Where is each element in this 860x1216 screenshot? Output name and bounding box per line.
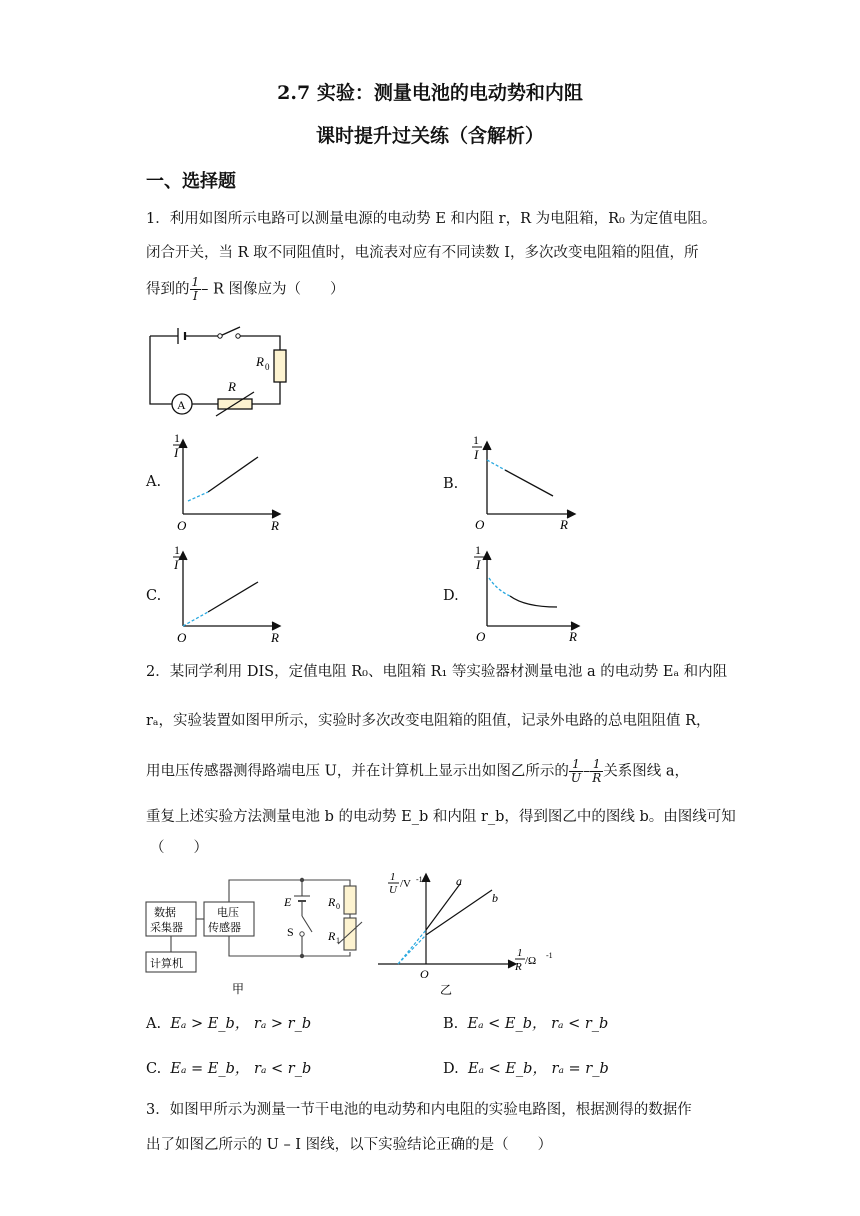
svg-text:R: R xyxy=(271,518,279,532)
q3-line2: 出了如图乙所示的 U – I 图线，以下实验结论正确的是（ ） xyxy=(146,1137,553,1153)
svg-text:-1: -1 xyxy=(416,875,423,884)
svg-text:计算机: 计算机 xyxy=(150,958,183,970)
svg-text:R: R xyxy=(560,517,568,532)
switch-s xyxy=(302,916,312,932)
svg-text:电压: 电压 xyxy=(217,907,239,919)
svg-text:I: I xyxy=(476,557,481,572)
svg-text:R: R xyxy=(328,895,336,909)
q3-line1: 3．如图甲所示为测量一节干电池的电动势和内电阻的实验电路图，根据测得的数据作 xyxy=(146,1102,692,1118)
svg-text:数据: 数据 xyxy=(154,907,176,919)
svg-text:A: A xyxy=(177,398,186,412)
q2-line2: rₐ，实验装置如图甲所示，实验时多次改变电阻箱的阻值，记录外电路的总电阻阻值 R， xyxy=(146,713,711,729)
graph-d-extrapolation xyxy=(489,578,510,596)
svg-text:1: 1 xyxy=(517,947,523,959)
svg-text:1: 1 xyxy=(473,433,479,447)
svg-text:乙: 乙 xyxy=(440,983,453,997)
svg-text:U: U xyxy=(389,884,397,896)
svg-text:甲: 甲 xyxy=(232,982,245,996)
q2-figure-yi xyxy=(374,866,564,1000)
graph-b-extrapolation xyxy=(487,460,505,470)
svg-text:1: 1 xyxy=(174,543,180,557)
graph-c-extrapolation xyxy=(183,612,208,626)
graph-a-line xyxy=(208,457,258,492)
q1-option-c-label[interactable]: C. xyxy=(146,588,162,604)
svg-text:a: a xyxy=(456,874,462,888)
q2-option-d[interactable]: D. Eₐ < E_b， rₐ = r_b xyxy=(443,1061,609,1077)
jia-resistor-r1 xyxy=(344,918,356,950)
graph-b-line xyxy=(505,470,553,496)
q2-figure-jia xyxy=(140,872,370,1000)
yi-extrapolation xyxy=(398,930,426,964)
svg-text:1: 1 xyxy=(336,936,340,945)
q1-line3: 得到的 $\frac{1}{I}$ – R 图像应为（ ） xyxy=(146,275,345,303)
svg-text:/Ω: /Ω xyxy=(525,955,537,967)
svg-text:E: E xyxy=(284,895,292,909)
section-title: 一、选择题 xyxy=(146,171,236,192)
q1-option-d-graph[interactable] xyxy=(465,540,590,644)
svg-text:1: 1 xyxy=(475,543,481,557)
q1-option-b-label[interactable]: B. xyxy=(443,476,459,492)
svg-text:1: 1 xyxy=(390,871,396,883)
graph-d-curve xyxy=(510,596,557,607)
q1-option-b-graph[interactable] xyxy=(465,432,585,532)
q1-line2: 闭合开关，当 R 取不同阻值时，电流表对应有不同读数 I，多次改变电阻箱的阻值，所 xyxy=(146,245,699,261)
graph-c-line xyxy=(208,582,258,612)
graph-a-extrapolation xyxy=(188,492,208,501)
q1-option-a-graph[interactable] xyxy=(168,428,288,532)
jia-resistor-r0 xyxy=(344,886,356,914)
svg-text:R: R xyxy=(228,379,236,394)
q2-line4: 重复上述实验方法测量电池 b 的电动势 E_b 和内阻 r_b，得到图乙中的图线 b。由图线可知 xyxy=(146,809,736,825)
q1-fraction: $\frac{1}{I}$ xyxy=(191,275,200,303)
svg-text:R: R xyxy=(515,961,522,973)
svg-text:I: I xyxy=(174,445,179,460)
svg-text:-1: -1 xyxy=(546,951,553,960)
svg-text:R: R xyxy=(256,354,264,369)
svg-text:R: R xyxy=(569,629,577,644)
q2-line3: 用电压传感器测得路端电压 U，并在计算机上显示出如图乙所示的 $\frac{1}{U}$ – $\frac{1}{R}$ 关系图线 a， xyxy=(146,757,690,785)
q2-option-c[interactable]: C. Eₐ = E_b， rₐ < r_b xyxy=(146,1061,312,1077)
q2-option-a[interactable]: A. Eₐ > E_b， rₐ > r_b xyxy=(146,1016,312,1032)
svg-text:I: I xyxy=(474,447,479,462)
svg-text:O: O xyxy=(177,630,187,644)
q2-option-b[interactable]: B. Eₐ < E_b， rₐ < r_b xyxy=(443,1016,609,1032)
svg-text:1: 1 xyxy=(174,431,180,445)
q1-line1: 1．利用如图所示电路可以测量电源的电动势 E 和内阻 r，R 为电阻箱，R₀ 为定值电阻。 xyxy=(146,211,717,227)
q1-option-d-label[interactable]: D. xyxy=(443,588,459,604)
svg-text:O: O xyxy=(420,967,429,981)
q2-line5: （ ） xyxy=(150,840,208,856)
svg-text:I: I xyxy=(174,557,179,572)
svg-text:0: 0 xyxy=(336,902,340,911)
line-b xyxy=(426,890,492,935)
svg-text:O: O xyxy=(475,517,485,532)
q2-line1: 2．某同学利用 DIS，定值电阻 R₀、电阻箱 R₁ 等实验器材测量电池 a 的电动势 Eₐ 和内阻 xyxy=(146,664,728,680)
resistor-r0 xyxy=(274,350,286,382)
svg-text:R: R xyxy=(271,630,279,644)
svg-text:0: 0 xyxy=(265,362,270,372)
page-subtitle: 课时提升过关练（含解析） xyxy=(315,125,544,147)
svg-text:b: b xyxy=(492,891,498,905)
q1-option-a-label[interactable]: A. xyxy=(146,474,162,490)
q1-option-c-graph[interactable] xyxy=(168,540,288,644)
svg-text:O: O xyxy=(177,518,187,532)
q1-circuit-diagram xyxy=(140,318,300,418)
svg-text:采集器: 采集器 xyxy=(150,922,183,934)
svg-text:传感器: 传感器 xyxy=(208,922,241,934)
svg-text:S: S xyxy=(287,925,294,939)
svg-text:/V: /V xyxy=(400,878,411,890)
svg-text:R: R xyxy=(328,929,336,943)
page-title: 2.7 实验：测量电池的电动势和内阻 xyxy=(277,82,583,104)
svg-text:O: O xyxy=(476,629,486,644)
